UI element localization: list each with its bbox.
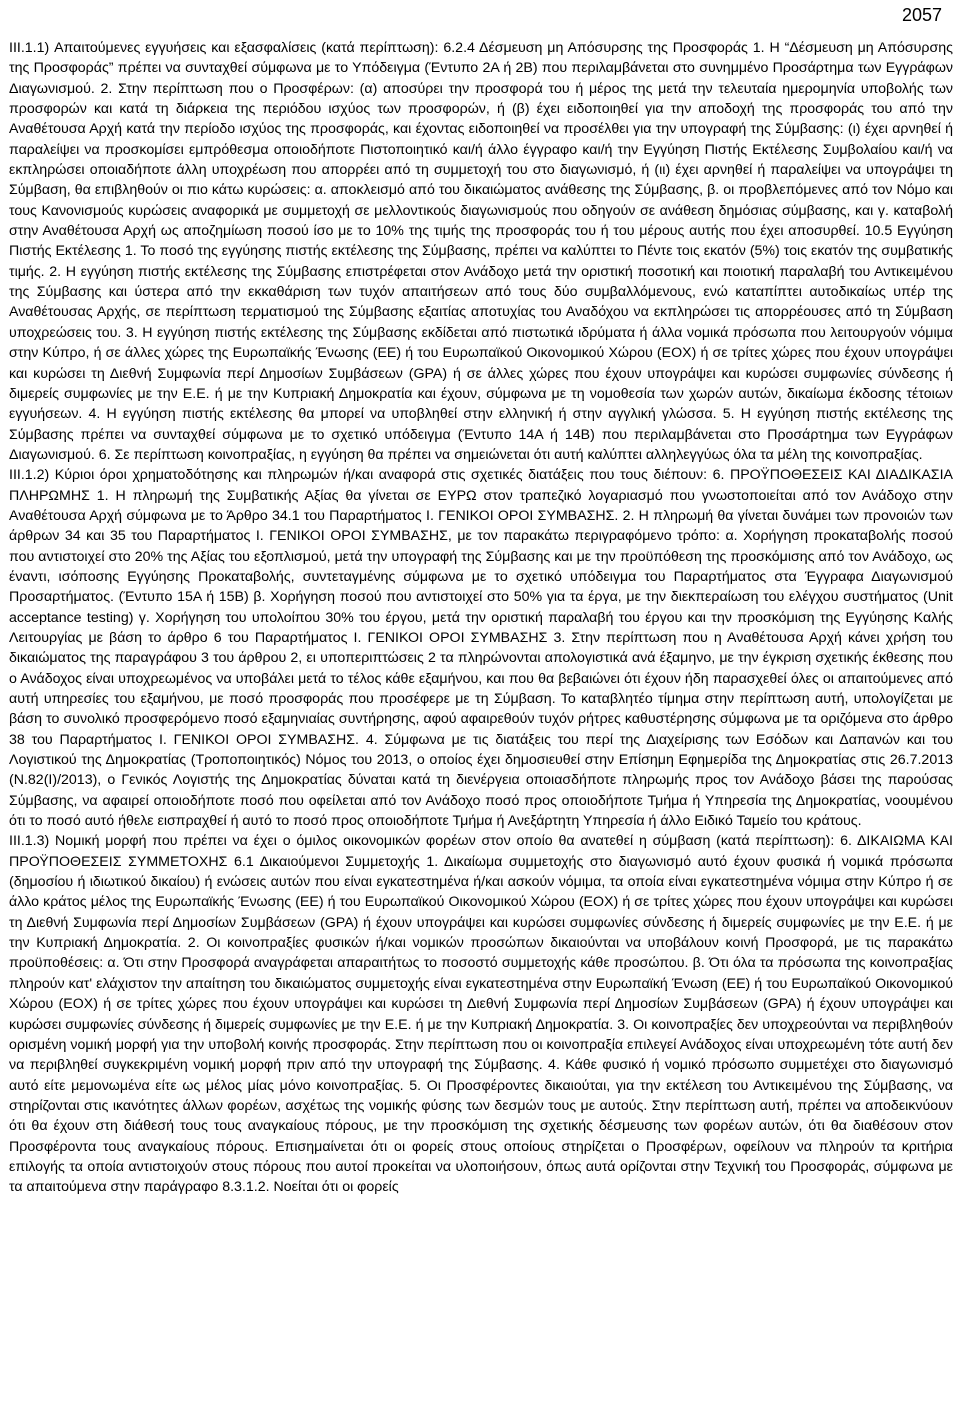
- paragraph-payment-terms: III.1.2) Κύριοι όροι χρηματοδότησης και πληρωμών ή/και αναφορά στις σχετικές διατάξεις που τους διέπουν: 6. ΠΡΟΫΠΟΘΕΣΕΙΣ ΚΑΙ ΔΙΑΔΙΚΑΣΙΑ ΠΛΗΡΩΜΗΣ 1. Η πληρωμή της Συμβατικής Αξίας θα γίνεται σε ΕΥΡΩ στον τραπεζικό λογαριασμό που γνωστοποιείται από τον Ανάδοχο στην Αναθέτουσα Αρχή σύμφωνα με το Άρθρο 34.1 του Παραρτήματος Ι. ΓΕΝΙΚΟΙ ΟΡΟΙ ΣΥΜΒΑΣΗΣ. 2. Η πληρωμή θα γίνεται δυνάμει των προνοιών των άρθρων 34 και 35 του Παραρτήματος Ι. ΓΕΝΙΚΟΙ ΟΡΟΙ ΣΥΜΒΑΣΗΣ, με τον παρακάτω περιγραφόμενο τρόπο: α. Χορήγηση προκαταβολής ποσού που αντιστοιχεί στο 20% της Αξίας του εξοπλισμού, μετά την υπογραφή της Σύμβασης και με την προϋπόθεση της προσκόμισης από τον Ανάδοχο, ως έναντι, ισόποσης Εγγύησης Προκαταβολής, συντεταγμένης σύμφωνα με το σχετικό υπόδειγμα του Παραρτήματος στα Έγγραφα Διαγωνισμού Προσαρτήματος. (Έντυπο 15Α ή 15Β) β. Χορήγηση ποσού που αντιστοιχεί στο 50% για τα έργα, με την διεκπεραίωση του ελέγχου συστήματος (Unit acceptance testing) γ. Χορήγηση του υπολοίπου 30% του έργου, μετά την οριστική παραλαβή του έργου και την προσκόμιση της Εγγύησης Καλής Λειτουργίας με βάση το άρθρο 6 του Παραρτήματος Ι. ΓΕΝΙΚΟΙ ΟΡΟΙ ΣΥΜΒΑΣΗΣ 3. Στην περίπτωση που η Αναθέτουσα Αρχή κάνει χρήση του δικαιώματος της παραγράφου 3 του άρθρου 2, ει υποπεριπτώσεις 2 τα πληρώνονται απολογιστικά ανά έξαμηνο, με την έγκριση σχετικής έκθεσης που ο Ανάδοχος είναι υποχρεωμένος να υποβάλει μετά το τέλος κάθε εξαμήνου, και που θα βεβαιώνει ότι έχουν ήδη παρασχεθεί όλες οι απαιτούμενες από αυτή υπηρεσίες του εξαμήνου, με ποσό προσφοράς που προσέφερε με τη Σύμβαση. Το καταβλητέο τίμημα στην περίπτωση αυτή, υπολογίζεται με βάση το συνολικό προσφερόμενο ποσό εξαμηνιαίας συντήρησης, αφού αφαιρεθούν τυχόν ρήτρες καθυστέρησης σύμφωνα με τα οριζόμενα στο άρθρο 38 του Παραρτήματος Ι. ΓΕΝΙΚΟΙ ΟΡΟΙ ΣΥΜΒΑΣΗΣ. 4. Σύμφωνα με τις διατάξεις του περί της Διαχείρισης των Εσόδων και Δαπανών και του Λογιστικού της Δημοκρατίας (Τροποποιητικός) Νόμος του 2013, ο οποίος έχει δημοσιευθεί στην Επίσημη Εφημερίδα της Δημοκρατίας στις 26.7.2013 (Ν.82(Ι)/2013), ο Γενικός Λογιστής της Δημοκρατίας δύναται κατά τη διενέργεια οποιασδήποτε πληρωμής προς τον Ανάδοχο βάσει της παρούσας Σύμβασης, να αφαιρεί οποιοδήποτε ποσό που οφείλεται από τον Ανάδοχο ποσό προς οποιοδήποτε Τμήμα ή Υπηρεσία της Δημοκρατίας, νοουμένου ότι το ποσό αυτό ήθελε εισπραχθεί ή αυτό το ποσό προς οποιοδήποτε Τμήμα ή Ανεξάρτητη Υπηρεσία ή άλλο Ειδικό Ταμείο του κράτους.: [9, 467, 953, 830]
- document-body: [9, 38, 953, 1198]
- page-number: 2057: [901, 5, 942, 25]
- paragraph-guarantees: III.1.1) Απαιτούμενες εγγυήσεις και εξασφαλίσεις (κατά περίπτωση): 6.2.4 Δέσμευση μη Απόσυρσης της Προσφοράς 1. Η “Δέσμευση μη Απόσυρσης της Προσφοράς” πρέπει να συνταχθεί σύμφωνα με το Υπόδειγμα (Έντυπο 2Α ή 2Β) που περιλαμβάνεται στο συνημμένο Προσάρτημα των Εγγράφων Διαγωνισμού. 2. Στην περίπτωση που ο Προσφέρων: (α) αποσύρει την προσφορά του ή μέρος της μετά την τελευταία ημερομηνία υποβολής των προσφορών και κατά τη διάρκεια της περιόδου ισχύος των προσφορών, ή (β) έχει ειδοποιηθεί για την αποδοχή της προσφοράς του από την Αναθέτουσα Αρχή κατά την περίοδο ισχύος της προσφοράς, και έχοντας ειδοποιηθεί να προσέλθει για την υπογραφή της Σύμβασης: (ι) έχει αρνηθεί ή παραλείψει να προσκομίσει εμπρόθεσμα οποιοδήποτε Πιστοποιητικό και/ή άλλο έγγραφο και/ή την Εγγύηση Πιστής Εκτέλεσης Συμβολαίου και/ή να εκπληρώσει οποιαδήποτε άλλη υποχρέωση που απορρέει από τη συμμετοχή του στο διαγωνισμό, ή (ιι) έχει αρνηθεί ή παραλείψει να υπογράψει τη Σύμβαση, θα επιβληθούν οι πιο κάτω κυρώσεις: α. αποκλεισμό από του δικαιώματος ανάθεσης της Σύμβασης, β. οι προβλεπόμενες από τον Νόμο και τους Κανονισμούς κυρώσεις αναφορικά με συμμετοχή σε μελλοντικούς διαγωνισμούς που οδηγούν σε ανάθεση δημόσιας σύμβασης, και γ. καταβολή στην Αναθέτουσα Αρχή ως αποζημίωση ποσού ίσο με το 10% της τιμής της προσφοράς του ή του μέρους αυτής που έχει αποσυρθεί. 10.5 Εγγύηση Πιστής Εκτέλεσης 1. Το ποσό της εγγύησης πιστής εκτέλεσης της Σύμβασης, πρέπει να καλύπτει το Πέντε τοις εκατόν (5%) τοις εκατόν της συμβατικής τιμής. 2. Η εγγύηση πιστής εκτέλεσης της Σύμβασης επιστρέφεται στον Ανάδοχο μετά την οριστική ποσοτική και ποιοτική παραλαβή του Αντικειμένου της Σύμβασης και ύστερα από την εκκαθάριση των τυχόν απαιτήσεων από τους δύο συμβαλλόμενους, ενώ καταπίπτει αυτοδικαίως υπέρ της Αναθέτουσας Αρχής, σε περίπτωση τερματισμού της Σύμβασης εξαιτίας αποτυχίας του Αναδόχου να εκπληρώσει τις απορρέουσες από τη Σύμβαση υποχρεώσεις του. 3. Η εγγύηση πιστής εκτέλεσης της Σύμβασης εκδίδεται από πιστωτικά ιδρύματα ή άλλα νομικά πρόσωπα που λειτουργούν νόμιμα στην Κύπρο, ή σε άλλες χώρες της Ευρωπαϊκής Ένωσης (ΕΕ) ή του Ευρωπαϊκού Οικονομικού Χώρου (ΕΟΧ) ή σε τρίτες χώρες που έχουν υπογράψει και κυρώσει τη Διεθνή Συμφωνία περί Δημοσίων Συμβάσεων (GPA) ή σε άλλες χώρες που έχουν υπογράψει και κυρώσει συμφωνίες σύνδεσης ή διμερείς συμφωνίες με την Ε.Ε. ή με την Κυπριακή Δημοκρατία και έχουν, σύμφωνα με τη νομοθεσία των χωρών αυτών, δικαίωμα έκδοσης τέτοιων εγγυήσεων. 4. Η εγγύηση πιστής εκτέλεσης θα μπορεί να υποβληθεί στην ελληνική ή στην αγγλική γλώσσα. 5. Η εγγύηση πιστής εκτέλεσης της Σύμβασης πρέπει να συνταχθεί σύμφωνα με το σχετικό υπόδειγμα (Έντυπο 14Α ή 14Β) που περιλαμβάνεται στο Προσάρτημα των Εγγράφων Διαγωνισμού. 6. Σε περίπτωση κοινοπραξίας, η εγγύηση θα πρέπει να σημειώνεται ότι αυτή καλύπτει αλληλεγγύως όλα τα μέλη της κοινοπραξίας.: [9, 40, 953, 463]
- paragraph-legal-form: III.1.3) Νομική μορφή που πρέπει να έχει ο όμιλος οικονομικών φορέων στον οποίο θα ανατεθεί η σύμβαση (κατά περίπτωση): 6. ΔΙΚΑΙΩΜΑ ΚΑΙ ΠΡΟΫΠΟΘΕΣΕΙΣ ΣΥΜΜΕΤΟΧΗΣ 6.1 Δικαιούμενοι Συμμετοχής 1. Δικαίωμα συμμετοχής στο διαγωνισμό αυτό έχουν φυσικά ή νομικά πρόσωπα (δημοσίου ή ιδιωτικού δικαίου) ή ενώσεις αυτών που είναι εγκατεστημένα ή/και ασκούν νόμιμα, τα οποία είναι εγκατεστημένα νόμιμα στην Κύπρο ή σε άλλο κράτος μέλος της Ευρωπαϊκής Ένωσης (ΕΕ) ή του Ευρωπαϊκού Οικονομικού Χώρου (ΕΟΧ) ή σε τρίτες χώρες που έχουν υπογράψει και κυρώσει τη Διεθνή Συμφωνία περί Δημοσίων Συμβάσεων (GPA) ή έχουν υπογράψει και κυρώσει συμφωνίες σύνδεσης ή διμερείς συμφωνίες με την Ε.Ε. ή με την Κυπριακή Δημοκρατία. 2. Οι κοινοπραξίες φυσικών ή/και νομικών προσώπων δικαιούνται να υποβάλουν κοινή Προσφορά, με τις παρακάτω προϋποθέσεις: α. Ότι στην Προσφορά αναγράφεται απαραιτήτως το ποσοστό συμμετοχής κάθε προσώπου. β. Ότι όλα τα πρόσωπα της κοινοπραξίας πληρούν κατ' ελάχιστον την απαίτηση του δικαιώματος συμμετοχής είναι εγκατεστημένα στην Ευρωπαϊκή Ένωση (ΕΕ) ή του Ευρωπαϊκού Οικονομικού Χώρου (ΕΟΧ) ή σε τρίτες χώρες που έχουν υπογράψει και κυρώσει τη Διεθνή Συμφωνία περί Δημοσίων Συμβάσεων (GPA) ή έχουν υπογράψει και κυρώσει συμφωνίες σύνδεσης ή διμερείς συμφωνίες με την Ε.Ε. ή με την Κυπριακή Δημοκρατία. 3. Οι κοινοπραξίες δεν υποχρεούνται να περιβληθούν ορισμένη νομική μορφή για την υποβολή κοινής προσφοράς. Στην περίπτωση που οι κοινοπραξία επιλεγεί Ανάδοχος είναι υποχρεωμένη τότε αυτή δεν να περιβληθεί συγκεκριμένη νομική μορφή πριν από την υπογραφή της Σύμβασης. 4. Κάθε φυσικό ή νομικό πρόσωπο συμμετέχει στο διαγωνισμό αυτό είτε μεμονωμένα είτε ως μέλος μίας μόνο κοινοπραξίας. 5. Οι Προσφέροντες δικαιούται, για την εκτέλεση του Αντικειμένου της Σύμβασης, να στηρίζονται στις ικανότητες άλλων φορέων, ασχέτως της νομικής φύσης των δεσμών τους με αυτούς. Στην περίπτωση αυτή, πρέπει να αποδεικνύουν ότι θα έχουν στη διάθεσή τους τους αναγκαίους πόρους, με την προσκόμιση της σχετικής δέσμευσης των φορέων αυτών, ότι θα διαθέσουν στον Προσφέροντα τους αναγκαίους πόρους. Επισημαίνεται ότι οι φορείς στους οποίους στηρίζεται ο Προσφέρων, οφείλουν να πληρούν τα κριτήρια επιλογής τα οποία αντιστοιχούν στους πόρους που αυτοί προκείται να υλοποιήσουν, όπως αυτά ορίζονται στην Τεχνική του Προσφοράς, σύμφωνα με τα απαιτούμενα στην παράγραφο 8.3.1.2. Νοείται ότι οι φορείς: [9, 833, 953, 1196]
